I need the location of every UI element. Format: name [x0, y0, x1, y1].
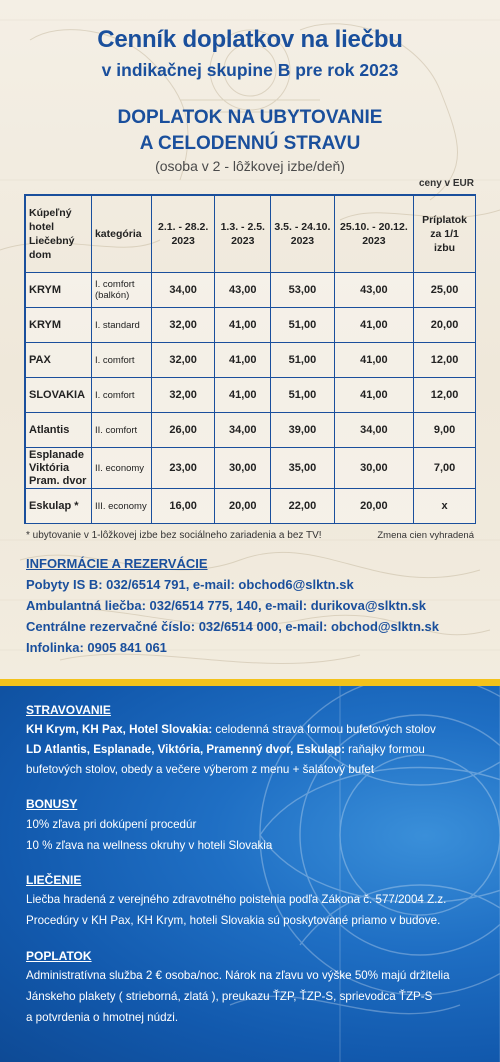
poplatok-line: Jánskeho plakety ( strieborná, zlatá ), preukazu ŤZP, ŤZP-S, sprievodca ŤZP-S [26, 990, 433, 1003]
cell-surcharge: 12,00 [414, 378, 476, 413]
section-note: (osoba v 2 - lôžkovej izbe/deň) [155, 158, 345, 174]
cell-category: II. economy [92, 448, 152, 489]
cell-price: 32,00 [152, 378, 216, 413]
table-footnote: * ubytovanie v 1-lôžkovej izbe bez sociálneho zariadenia a bez TV! [26, 530, 322, 541]
info-line: Centrálne rezervačné číslo: 032/6514 000, e-mail: obchod@slktn.sk [26, 619, 439, 634]
cell-price: 20,00 [215, 489, 271, 524]
section-title-line-2: A CELODENNÚ STRAVU [139, 133, 361, 154]
cell-price: 32,00 [152, 343, 216, 378]
poplatok-heading: POPLATOK [26, 949, 92, 963]
cell-price: 43,00 [335, 273, 414, 308]
cell-price: 34,00 [215, 413, 271, 448]
divider-bar [0, 679, 500, 686]
table-row [26, 343, 476, 378]
liecenie-line: Procedúry v KH Pax, KH Krym, hoteli Slovakia sú poskytované priamo v budove. [26, 914, 441, 927]
liecenie-line: Liečba hradená z verejného zdravotného poistenia podľa Zákona č. 577/2004 Z.z. [26, 893, 447, 906]
bonus-line: 10% zľava pri dokúpení procedúr [26, 818, 197, 831]
liecenie-heading: LIEČENIE [26, 873, 82, 887]
page-subtitle: v indikačnej skupine B pre rok 2023 [101, 60, 399, 80]
cell-price: 32,00 [152, 308, 216, 343]
header-surcharge: Príplatok za 1/1 izbu [414, 196, 476, 273]
cell-price: 41,00 [215, 308, 271, 343]
table-row [26, 489, 476, 524]
cell-hotel: Eskulap * [26, 489, 92, 524]
header-hotel: Kúpeľný hotel Liečebný dom [26, 196, 92, 273]
cell-price: 51,00 [271, 378, 335, 413]
poplatok-line: Administratívna služba 2 € osoba/noc. Nárok na zľavu vo výške 50% majú držitelia [26, 969, 450, 982]
cell-hotel: PAX [26, 343, 92, 378]
cell-category: I. standard [92, 308, 152, 343]
info-line: Infolinka: 0905 841 061 [26, 640, 167, 655]
cell-category: I. comfort [92, 343, 152, 378]
stravovanie-heading: STRAVOVANIE [26, 703, 111, 717]
details-panel [0, 685, 500, 1062]
cell-price: 23,00 [152, 448, 216, 489]
cell-surcharge: 7,00 [414, 448, 476, 489]
cell-price: 41,00 [335, 378, 414, 413]
bonusy-heading: BONUSY [26, 797, 78, 811]
cell-price: 41,00 [335, 343, 414, 378]
cell-hotel: KRYM [26, 308, 92, 343]
bonus-line: 10 % zľava na wellness okruhy v hoteli Slovakia [26, 839, 273, 852]
cell-hotel: KRYM [26, 273, 92, 308]
cell-price: 51,00 [271, 308, 335, 343]
cell-hotel: Esplanade Viktória Pram. dvor [26, 448, 92, 489]
cell-category: I. comfort [92, 378, 152, 413]
cell-surcharge: 9,00 [414, 413, 476, 448]
cell-category: III. economy [92, 489, 152, 524]
cell-surcharge: 12,00 [414, 343, 476, 378]
cell-price: 51,00 [271, 343, 335, 378]
cell-price: 20,00 [335, 489, 414, 524]
cell-hotel: Atlantis [26, 413, 92, 448]
cell-price: 41,00 [215, 378, 271, 413]
cell-surcharge: 25,00 [414, 273, 476, 308]
cell-hotel: SLOVAKIA [26, 378, 92, 413]
info-heading: INFORMÁCIE A REZERVÁCIE [26, 556, 208, 571]
header-category: kategória [92, 196, 152, 273]
table-row [26, 273, 476, 308]
cell-price: 16,00 [152, 489, 216, 524]
table-row [26, 448, 476, 489]
header-period-4: 25.10. - 20.12. 2023 [335, 196, 414, 273]
header-period-1: 2.1. - 28.2. 2023 [152, 196, 216, 273]
cell-price: 41,00 [335, 308, 414, 343]
table-row [26, 378, 476, 413]
cell-price: 43,00 [215, 273, 271, 308]
table-row [26, 413, 476, 448]
price-change-note: Zmena cien vyhradená [377, 530, 474, 541]
cell-price: 30,00 [215, 448, 271, 489]
stravovanie-line: KH Krym, KH Pax, Hotel Slovakia: celodenná strava formou bufetových stolov [26, 723, 436, 736]
cell-price: 53,00 [271, 273, 335, 308]
info-line: Pobyty IS B: 032/6514 791, e-mail: obchod6@slktn.sk [26, 577, 354, 592]
cell-price: 34,00 [335, 413, 414, 448]
cell-price: 41,00 [215, 343, 271, 378]
table-row [26, 308, 476, 343]
cell-price: 35,00 [271, 448, 335, 489]
cell-category: I. comfort (balkón) [92, 273, 152, 308]
cell-price: 26,00 [152, 413, 216, 448]
table-header-row [26, 196, 476, 273]
stravovanie-line: LD Atlantis, Esplanade, Viktória, Pramenný dvor, Eskulap: raňajky formou [26, 743, 425, 756]
info-line: Ambulantná liečba: 032/6514 775, 140, e-mail: durikova@slktn.sk [26, 598, 426, 613]
poplatok-line: a potvrdenia o hmotnej núdzi. [26, 1011, 179, 1024]
cell-price: 34,00 [152, 273, 216, 308]
currency-note: ceny v EUR [418, 178, 474, 189]
stravovanie-line: bufetových stolov, obedy a večere výberom z menu + šalátový bufet [26, 763, 375, 776]
header-period-3: 3.5. - 24.10. 2023 [271, 196, 335, 273]
section-title-line-1: DOPLATOK NA UBYTOVANIE [117, 107, 383, 128]
cell-surcharge: x [414, 489, 476, 524]
price-table [24, 194, 476, 524]
page-title: Cenník doplatkov na liečbu [97, 26, 403, 53]
cell-category: II. comfort [92, 413, 152, 448]
cell-surcharge: 20,00 [414, 308, 476, 343]
cell-price: 39,00 [271, 413, 335, 448]
header-period-2: 1.3. - 2.5. 2023 [215, 196, 271, 273]
cell-price: 30,00 [335, 448, 414, 489]
cell-price: 22,00 [271, 489, 335, 524]
